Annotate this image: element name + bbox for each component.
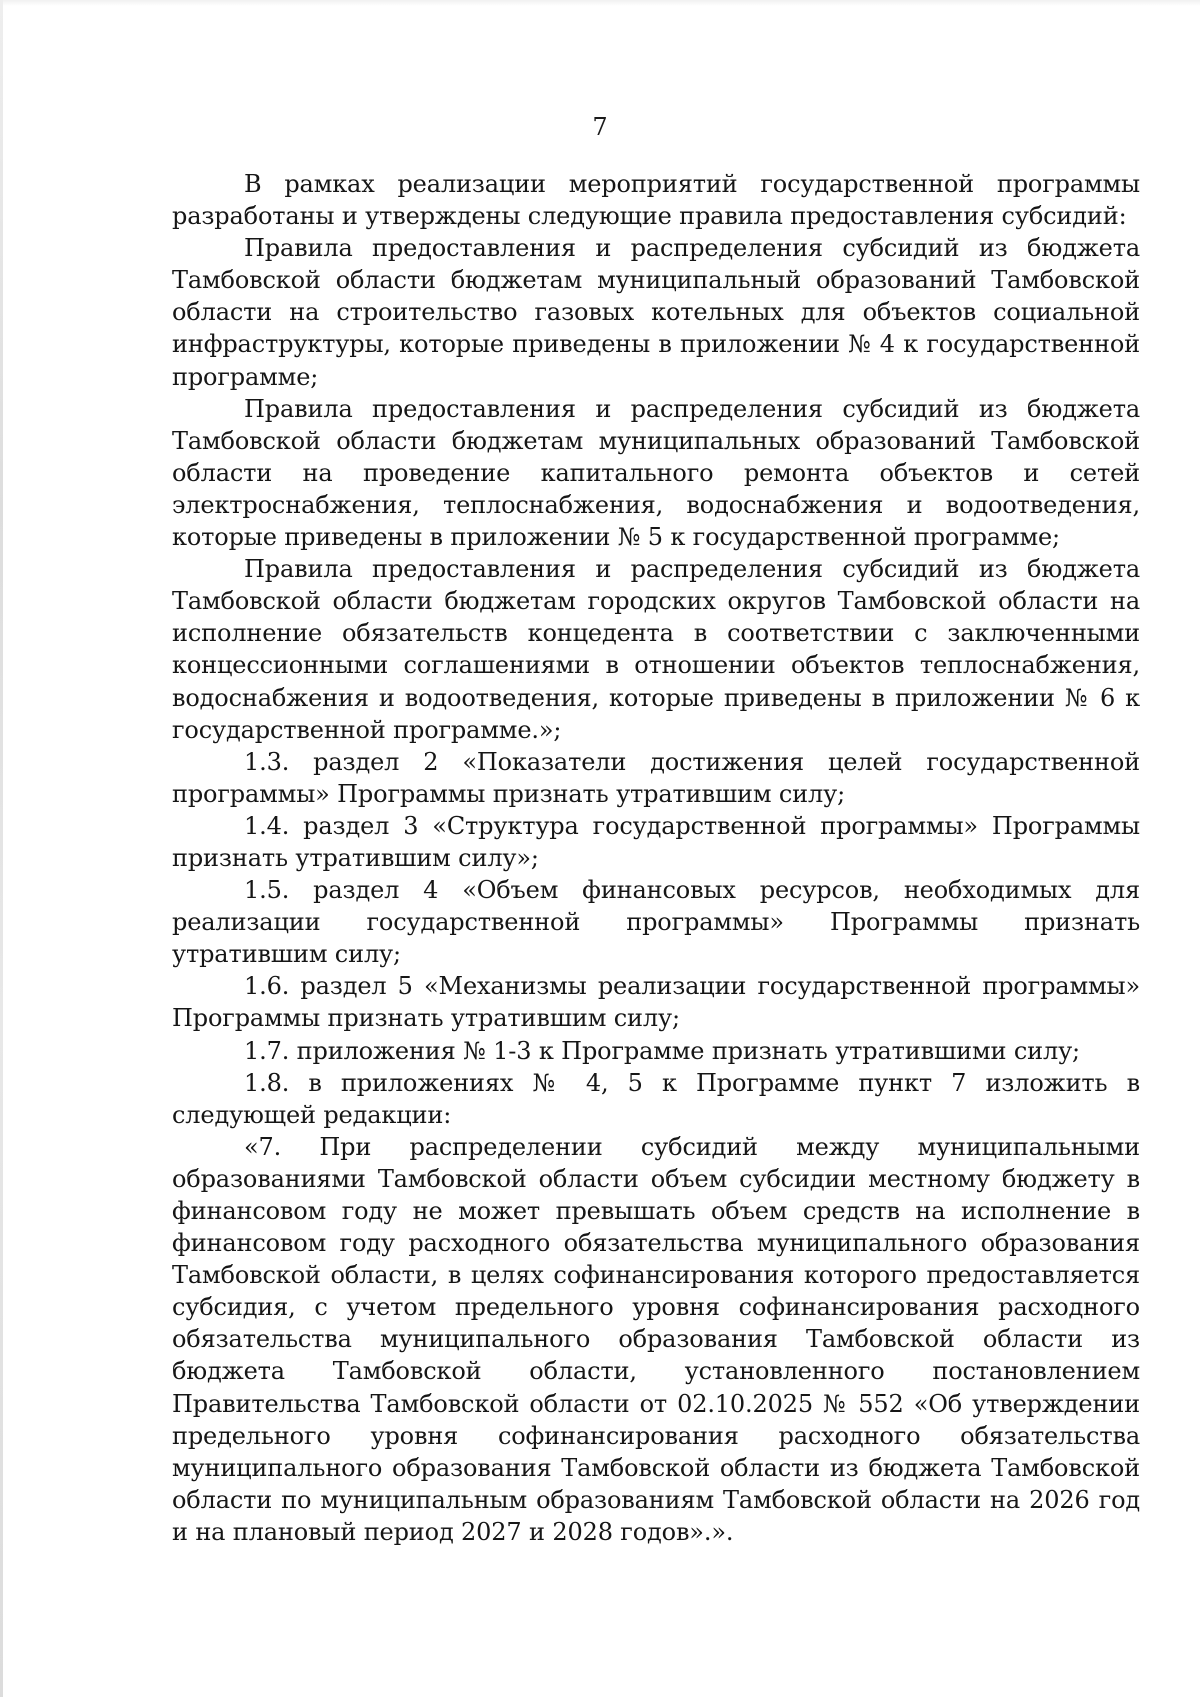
paragraph-rules-capital-repair: Правила предоставления и распределения субсидий из бюджета Тамбовской области бюджетам муниципальных образований Тамбовской области на проведение капитального ремонта объектов и сетей электроснабжения, теплоснабжения, водоснабжения и водоотведения, которые приведены в приложении № 5 к государственной программе; (172, 394, 1140, 552)
scan-left-edge (0, 0, 3, 1697)
paragraph-item-1-3: 1.3. раздел 2 «Показатели достижения целей государственной программы» Программы признать утратившим силу; (172, 747, 1140, 808)
paragraph-item-1-8: 1.8. в приложениях № 4, 5 к Программе пункт 7 изложить в следующей редакции: (172, 1068, 1140, 1129)
paragraph-intro: В рамках реализации мероприятий государственной программы разработаны и утверждены следующие правила предоставления субсидий: (172, 170, 1140, 231)
paragraph-rules-gas-boilers: Правила предоставления и распределения субсидий из бюджета Тамбовской области бюджетам муниципальный образований Тамбовской области на строительство газовых котельных для объектов социальной инфраструктуры, которые приведены в приложении № 4 к государственной программе; (172, 234, 1140, 391)
scan-top-shadow (0, 0, 1200, 6)
paragraph-item-1-5: 1.5. раздел 4 «Объем финансовых ресурсов, необходимых для реализации государственной программы» Программы признать утратившим силу; (172, 876, 1140, 969)
paragraph-item-1-7: 1.7. приложения № 1-3 к Программе признать утратившими силу; (244, 1036, 1080, 1065)
paragraph-item-1-4: 1.4. раздел 3 «Структура государственной программы» Программы признать утратившим силу»; (172, 811, 1140, 872)
paragraph-point-7: «7. При распределении субсидий между муниципальными образованиями Тамбовской области объем субсидии местному бюджету в финансовом году не может превышать объем средств на исполнение в финансовом году расходного обязательства муниципального образования Тамбовской области, в целях софинансирования которого предоставляется субсидия, с учетом предельного уровня софинансирования расходного обязательства муниципального образования Тамбовской области из бюджета Тамбовской области, установленного постановлением Правительства Тамбовской области от 02.10.2025 № 552 «Об утверждении предельного уровня софинансирования расходного обязательства муниципального образования Тамбовской области из бюджета Тамбовской области по муниципальным образованиям Тамбовской области на 2026 год и на плановый период 2027 и 2028 годов».». (172, 1132, 1140, 1546)
paragraph-rules-concession: Правила предоставления и распределения субсидий из бюджета Тамбовской области бюджетам городских округов Тамбовской области на исполнение обязательств концедента в соответствии с заключенными концессионными соглашениями в отношении объектов теплоснабжения, водоснабжения и водоотведения, которые приведены в приложении № 6 к государственной программе.»; (172, 555, 1140, 744)
paragraph-item-1-6: 1.6. раздел 5 «Механизмы реализации государственной программы» Программы признать утратившим силу; (172, 972, 1140, 1033)
document-body (172, 168, 1140, 1548)
page-number: 7 (592, 113, 608, 141)
